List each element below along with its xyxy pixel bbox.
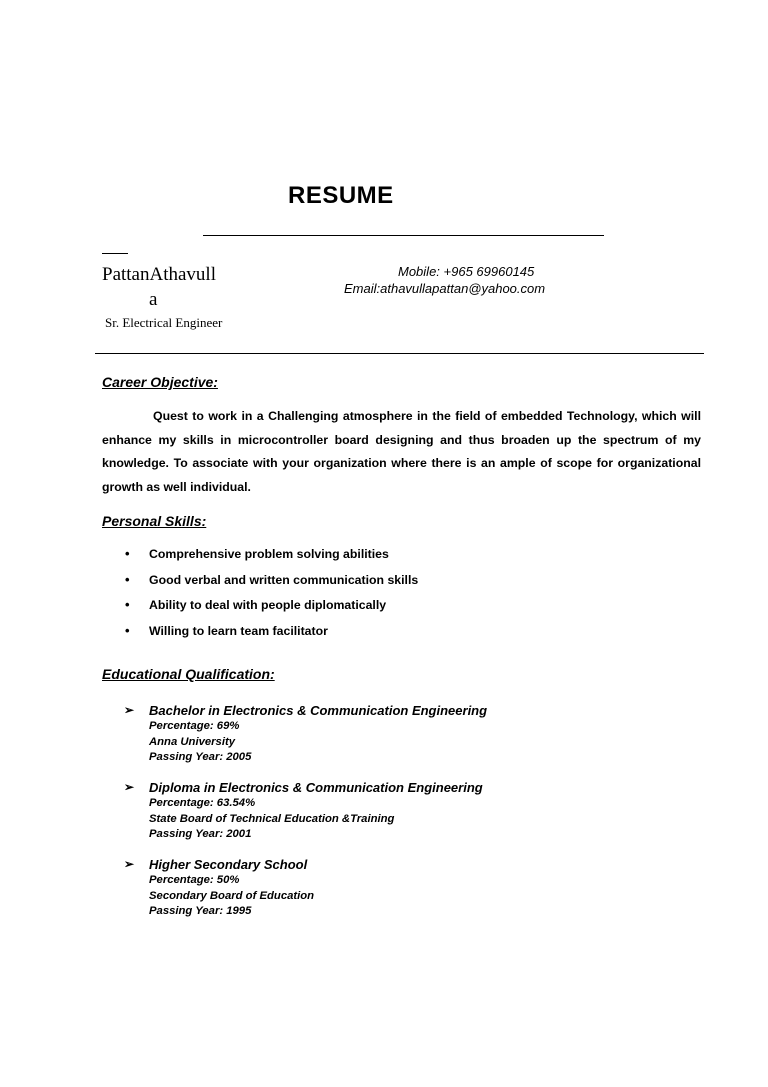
name-line-2: a [149,289,158,310]
percentage: Percentage: 50% [149,874,240,886]
bullet-icon: • [125,622,130,638]
career-objective-heading: Career Objective: [102,374,218,390]
email-address: Email:athavullapattan@yahoo.com [344,281,546,296]
passing-year: Passing Year: 2001 [149,828,252,840]
resume-title: RESUME [288,182,394,209]
education-entry [102,779,602,843]
arrow-bullet-icon: ➢ [124,703,135,717]
skill-text: Ability to deal with people diplomatically [149,598,387,612]
list-item [102,595,418,621]
institution: Secondary Board of Education [149,889,315,902]
header-divider [95,353,704,354]
title-underline [203,235,604,236]
name-line-1: PattanAthavull [102,264,216,285]
candidate-name [102,262,216,312]
list-item [102,570,418,596]
bullet-icon: • [125,546,130,561]
bullet-icon: • [125,571,130,587]
designation: Sr. Electrical Engineer [105,315,223,330]
degree-name: Bachelor in Electronics & Communication Engineering [149,703,488,718]
name-rule [102,253,128,254]
list-item [102,544,418,570]
education-entry [102,702,602,766]
passing-year: Passing Year: 1995 [149,905,252,917]
skills-list [102,544,418,646]
list-item [102,621,418,647]
institution: Anna University [149,735,236,748]
degree-name: Higher Secondary School [149,857,308,872]
personal-skills-heading: Personal Skills: [102,513,207,529]
mobile-number: Mobile: +965 69960145 [398,264,535,279]
institution: State Board of Technical Education &Training [149,812,395,825]
skill-text: Willing to learn team facilitator [149,623,328,638]
degree-name: Diploma in Electronics & Communication Engineering [149,780,483,795]
percentage: Percentage: 63.54% [149,797,256,809]
arrow-bullet-icon: ➢ [124,857,135,871]
percentage: Percentage: 69% [149,720,240,732]
arrow-bullet-icon: ➢ [124,780,135,794]
skill-text: Good verbal and written communication skills [149,572,419,587]
bullet-icon: • [125,597,130,612]
career-objective-text [102,405,701,499]
contact-block [344,263,572,297]
education-entry [102,856,602,920]
career-objective-body: Quest to work in a Challenging atmosphere in the field of embedded Technology, which will enhance my skills in microcontroller board designing and thus broaden up the spectrum of my knowledge. To associate with your organization where there is an ample of scope for organizational growth as well individual. [102,409,701,494]
skill-text: Comprehensive problem solving abilities [149,547,389,561]
education-heading: Educational Qualification: [102,666,275,682]
passing-year: Passing Year: 2005 [149,751,252,763]
